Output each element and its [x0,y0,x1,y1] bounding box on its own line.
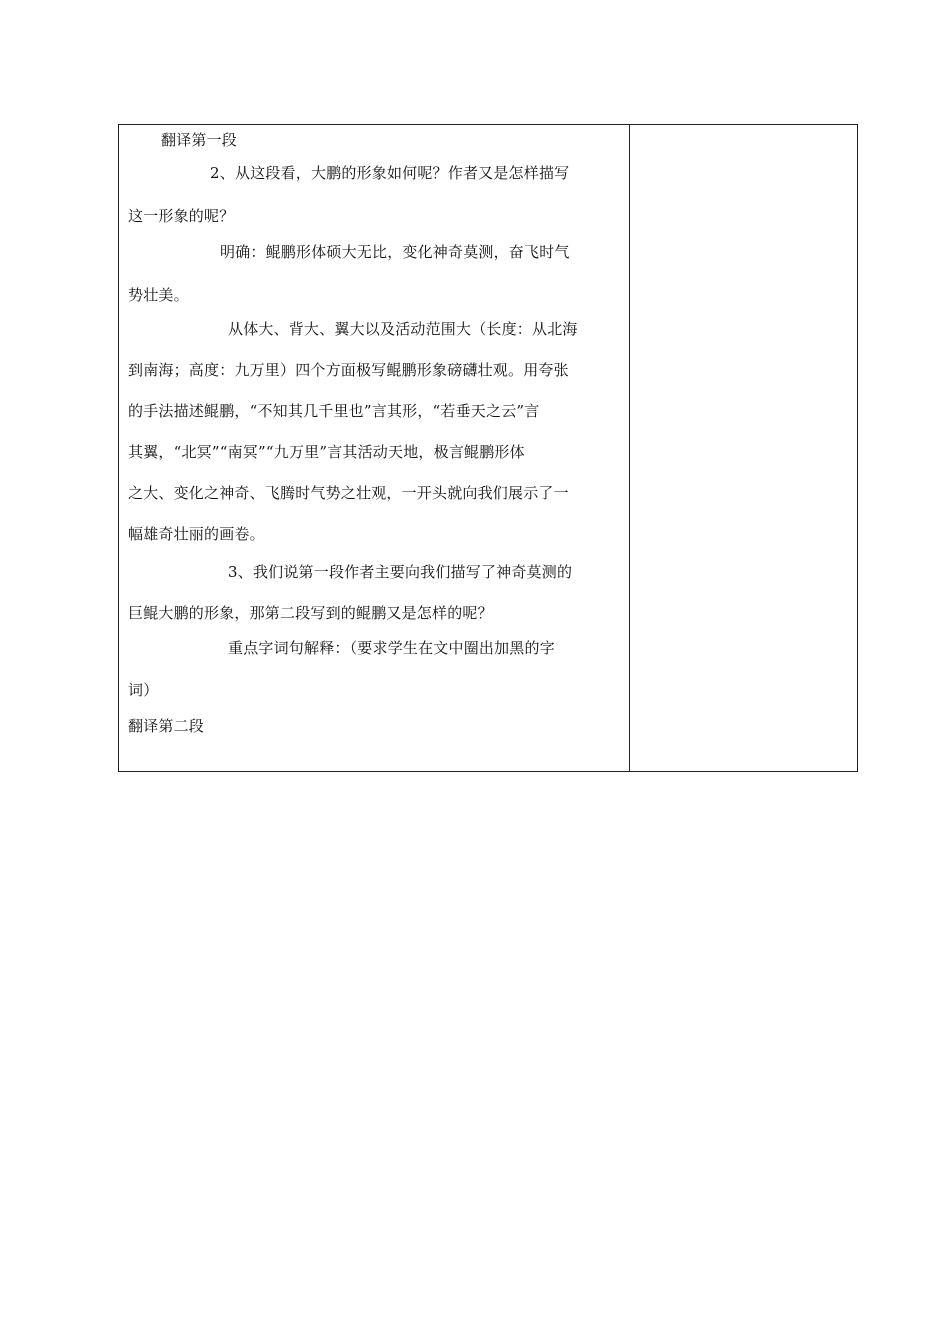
paragraph-line: 到南海；高度：九万里）四个方面极写鲲鹏形象磅礴壮观。用夸张 [128,361,569,379]
paragraph-line: 明确：鲲鹏形体硕大无比，变化神奇莫测，奋飞时气 [220,243,570,261]
paragraph-line: 2、从这段看，大鹏的形象如何呢？作者又是怎样描写 [210,164,570,182]
paragraph-line: 重点字词句解释：（要求学生在文中圈出加黑的字 [228,639,555,657]
paragraph-line: 势壮美。 [128,286,189,304]
content-table [118,124,858,772]
paragraph-line: 翻译第一段 [161,131,238,149]
main-text-cell [119,125,630,771]
paragraph-line: 其翼，“北冥”“南冥”“九万里”言其活动天地，极言鲲鹏形体 [128,443,525,461]
paragraph-line: 巨鲲大鹏的形象，那第二段写到的鲲鹏又是怎样的呢？ [128,604,493,622]
paragraph-line: 3、我们说第一段作者主要向我们描写了神奇莫测的 [228,563,573,581]
paragraph-line: 幅雄奇壮丽的画卷。 [128,525,265,543]
empty-side-cell [630,125,857,771]
paragraph-line: 翻译第二段 [128,717,205,735]
paragraph-line: 之大、变化之神奇、飞腾时气势之壮观，一开头就向我们展示了一 [128,484,569,502]
paragraph-line: 从体大、背大、翼大以及活动范围大（长度：从北海 [228,320,578,338]
paragraph-line: 的手法描述鲲鹏，“不知其几千里也”言其形，“若垂天之云”言 [128,402,540,420]
paragraph-line: 词） [128,681,159,699]
paragraph-line: 这一形象的呢？ [128,207,235,225]
